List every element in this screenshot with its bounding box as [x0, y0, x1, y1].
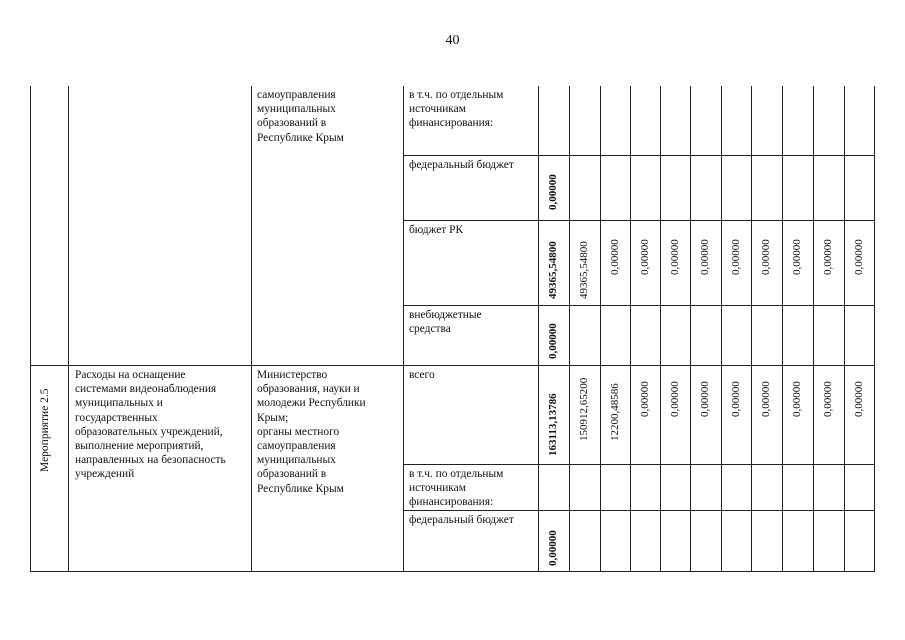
value-cell: 0,00000	[822, 381, 834, 417]
column-divider	[813, 86, 814, 572]
value-cell: 0,00000	[822, 239, 834, 275]
value-cell: 0,00000	[791, 239, 803, 275]
column-divider	[751, 86, 752, 572]
source-cell: федеральный бюджет	[409, 514, 514, 526]
value-cell: 0,00000	[760, 239, 772, 275]
column-divider	[68, 86, 69, 572]
column-divider	[721, 86, 722, 572]
value-cell: 0,00000	[791, 381, 803, 417]
column-divider	[782, 86, 783, 572]
value-cell: 0,00000	[699, 381, 711, 417]
row-divider	[403, 510, 875, 511]
value-cell: 0,00000	[639, 239, 651, 275]
column-divider	[251, 86, 252, 572]
column-divider	[403, 86, 404, 572]
source-cell: в т.ч. по отдельным источникам финансирования:	[409, 89, 504, 130]
value-cell: 150912,65200	[578, 377, 590, 441]
value-cell: 0,00000	[639, 381, 651, 417]
column-divider	[844, 86, 845, 572]
total-cell: 49365,54800	[547, 241, 559, 299]
column-divider	[569, 86, 570, 572]
column-divider	[600, 86, 601, 572]
source-cell: бюджет РК	[409, 224, 464, 236]
column-divider	[538, 86, 539, 572]
row-divider	[403, 305, 875, 306]
value-cell: 0,00000	[730, 381, 742, 417]
value-cell: 0,00000	[760, 381, 772, 417]
value-cell: 0,00000	[669, 381, 681, 417]
total-cell: 0,00000	[547, 323, 559, 359]
total-cell: 0,00000	[547, 174, 559, 210]
page-number: 40	[445, 33, 460, 48]
table-border-left	[30, 86, 31, 572]
source-cell: в т.ч. по отдельным источникам финансирования:	[409, 468, 504, 509]
value-cell: 0,00000	[853, 239, 865, 275]
source-cell: внебюджетные средства	[409, 309, 482, 336]
value-cell: 0,00000	[853, 381, 865, 417]
value-cell: 49365,54800	[578, 241, 590, 299]
value-cell: 0,00000	[699, 239, 711, 275]
row-divider	[403, 464, 875, 465]
table-border-right	[874, 86, 875, 572]
value-cell: 12200,48586	[609, 383, 621, 441]
row-divider	[403, 220, 875, 221]
source-cell: федеральный бюджет	[409, 159, 514, 171]
responsible-cell: Министерство образования, науки и молодежи Республики Крым; органы местного самоуправления муниципальных образований в Республике Крым	[257, 369, 366, 495]
responsible-cell: самоуправления муниципальных образований в Республике Крым	[257, 89, 344, 144]
description-cell: Расходы на оснащение системами видеонаблюдения муниципальных и государственных образовательных учреждений, выполнение мероприятий, направленных на безопасность учреждений	[75, 369, 226, 481]
row-divider	[403, 155, 875, 156]
row-divider	[30, 365, 875, 366]
value-cell: 0,00000	[669, 239, 681, 275]
column-divider	[690, 86, 691, 572]
total-cell: 0,00000	[547, 530, 559, 566]
column-divider	[660, 86, 661, 572]
total-cell: 163113,13786	[547, 393, 559, 456]
table-border-bottom	[30, 571, 875, 572]
value-cell: 0,00000	[730, 239, 742, 275]
measure-label: Мероприятие 2.5	[39, 388, 51, 472]
column-divider	[630, 86, 631, 572]
source-cell: всего	[409, 369, 435, 381]
value-cell: 0,00000	[609, 239, 621, 275]
